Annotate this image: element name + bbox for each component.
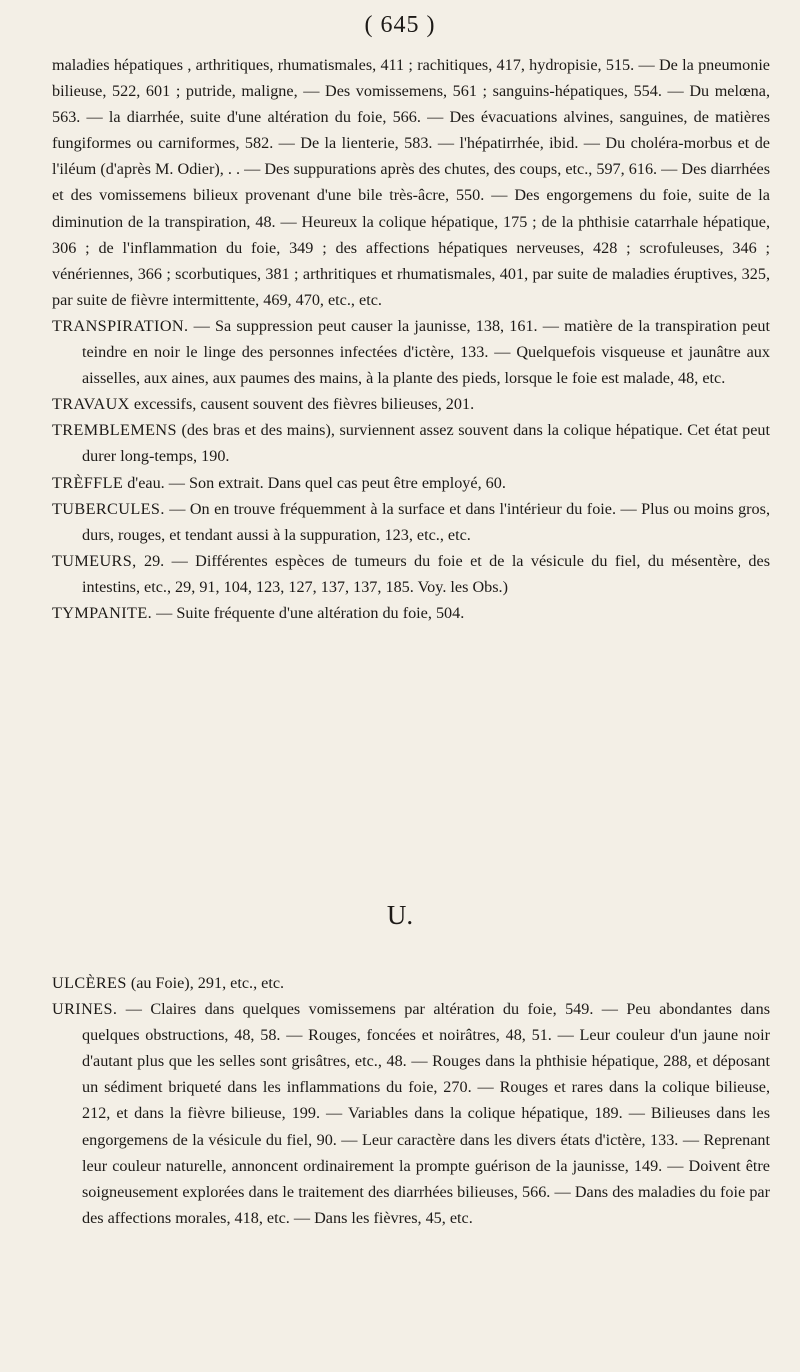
entry-text: — On en trouve fréquemment à la surface et dans l'intérieur du foie. — Plus ou moins gros, durs, rouges, et tendant aussi à la suppuration, 123, etc., etc. <box>82 499 770 544</box>
entry-heading: TRANSPIRATION. <box>52 316 189 335</box>
entry-text: — Sa suppression peut causer la jaunisse, 138, 161. — matière de la transpiration peut teindre en noir le linge des personnes infectées d'ictère, 133. — Quelquefois visqueuse et jaunâtre aux aisselles, aux aines, aux paumes des mains, à la plante des pieds, lorsque le foie est malade, 48, etc. <box>82 316 770 388</box>
index-entry <box>52 417 770 469</box>
index-body <box>52 52 770 626</box>
entry-text: (au Foie), 291, etc., etc. <box>126 974 285 992</box>
entry-heading: TUMEURS, <box>52 551 137 570</box>
entry-text: — Suite fréquente d'une altération du foie, 504. <box>152 603 465 622</box>
entry-heading: ULCÈRES <box>52 974 127 992</box>
index-entry <box>52 313 770 391</box>
index-entry <box>52 600 770 626</box>
index-entry <box>52 970 770 996</box>
entry-heading: TRAVAUX <box>52 395 130 414</box>
index-entry <box>52 496 770 548</box>
entry-text: — Claires dans quelques vomissemens par altération du foie, 549. — Peu abondantes dans quelques obstructions, 48, 58. — Rouges, foncées et noirâtres, 48, 51. — Leur couleur d'un jaune noir d'autant plus que les selles sont grisâtres, etc., 48. — Rouges dans la phthisie hépatique, 288, et déposant un sédiment briqueté dans les inflammations du foie, 270. — Rouges et rares dans la colique bilieuse, 212, et dans la fièvre bilieuse, 199. — Variables dans la colique hépatique, 189. — Bilieuses dans les engorgemens de la vésicule du fiel, 90. — Leur caractère dans les divers états d'ictère, 133. — Reprenant leur couleur naturelle, annoncent ordinairement la prompte guérison de la jaunisse, 149. — Doivent être soigneusement explorées dans le traitement des diarrhées bilieuses, 566. — Dans des maladies du foie par des affections morales, 418, etc. — Dans les fièvres, 45, etc. <box>82 1000 770 1227</box>
entry-heading: TUBERCULES. <box>52 499 165 518</box>
section-letter: U. <box>386 900 414 930</box>
index-entry <box>52 996 770 1231</box>
entry-text: d'eau. — Son extrait. Dans quel cas peut être employé, 60. <box>123 473 506 492</box>
entry-text: 29. — Différentes espèces de tumeurs du foie et de la vésicule du fiel, du mésentère, des intestins, etc., 29, 91, 104, 123, 127, 137, 137, 185. Voy. les Obs.) <box>82 551 770 596</box>
index-entry <box>52 470 770 496</box>
index-entry-continued: maladies hépatiques , arthritiques, rhumatismales, 411 ; rachitiques, 417, hydropisie, 515. — De la pneumonie bilieuse, 522, 601 ; putride, maligne, — Des vomissemens, 561 ; sanguins-hépatiques, 554. — Du melœna, 563. — la diarrhée, suite d'une altération du foie, 566. — Des évacuations alvines, sanguines, de matières fungiformes ou carniformes, 582. — De la lienterie, 583. — l'hépatirrhée, ibid. — Du choléra-morbus et de l'iléum (d'après M. Odier), . . — Des suppurations après des chutes, des coups, etc., 597, 616. — Des diarrhées et des vomissemens bilieux provenant d'une bile très-âcre, 550. — Des engorgemens du foie, suite de la diminution de la transpiration, 48. — Heureux la colique hépatique, 175 ; de la phthisie catarrhale hépatique, 306 ; de l'inflammation du foie, 349 ; des affections hépatiques nerveuses, 428 ; scrofuleuses, 346 ; vénériennes, 366 ; scorbutiques, 381 ; arthritiques et rhumatismales, 401, par suite de maladies éruptives, 325, par suite de fièvre intermittente, 469, 470, etc., etc. <box>52 56 770 309</box>
entry-text: (des bras et des mains), surviennent assez souvent dans la colique hépatique. Cet état peut durer long-temps, 190. <box>82 421 770 466</box>
entry-heading: TRÈFFLE <box>52 473 124 492</box>
entry-heading: URINES. <box>52 1000 118 1019</box>
entry-text: excessifs, causent souvent des fièvres bilieuses, 201. <box>129 395 475 414</box>
entry-heading: TREMBLEMENS <box>52 421 177 440</box>
index-entry <box>52 391 770 417</box>
index-entry <box>52 548 770 600</box>
index-body-u <box>52 970 770 1231</box>
page-number: ( 645 ) <box>364 12 436 38</box>
entry-heading: TYMPANITE. <box>52 603 153 622</box>
